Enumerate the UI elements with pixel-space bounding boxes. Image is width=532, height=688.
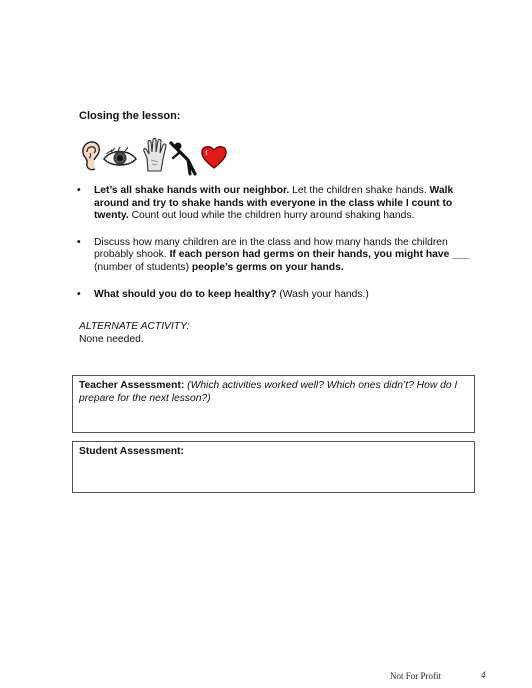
alternate-activity-title: ALTERNATE ACTIVITY:	[79, 321, 190, 332]
text-run: Discuss how many children are in the class and how many hands the children probably shook.	[94, 236, 448, 261]
bullet-item	[77, 289, 477, 302]
text-run: Let’s all shake hands with our neighbor.	[94, 185, 290, 196]
text-run: If each person had germs on their hands, you might have ___	[169, 249, 470, 261]
text-run: Let the children shake hands.	[289, 185, 430, 196]
text-run: Count out loud while the children hurry around shaking hands.	[128, 210, 415, 222]
text-run: What should you do to keep healthy?	[94, 288, 277, 300]
closing-heading: Closing the lesson:	[79, 110, 181, 122]
footer-text: Not For Profit	[390, 671, 442, 681]
bullet-text	[94, 289, 369, 300]
text-run: people’s germs on your hands.	[191, 261, 344, 273]
student-assessment-box[interactable]	[72, 441, 475, 493]
teacher-assessment-prompt: (Which activities worked well? Which ones didn’t? How do I prepare for the next lesson?)	[79, 380, 458, 404]
heart-icon	[200, 144, 228, 170]
bullet-symbol: •	[77, 236, 81, 248]
bullet-symbol: •	[77, 185, 81, 196]
ear-icon	[78, 140, 102, 174]
alternate-activity-body: None needed.	[79, 334, 144, 345]
teacher-assessment-box[interactable]	[72, 375, 475, 433]
lesson-bullets	[77, 185, 477, 315]
bullet-text	[94, 185, 453, 221]
student-assessment-label: Student Assessment:	[79, 446, 184, 457]
text-run: Walk around and try to shake hands with everyone in the class while I count to twenty.	[94, 185, 454, 222]
bullet-text	[94, 237, 469, 273]
text-run: (number of students)	[94, 261, 192, 273]
bullet-item	[77, 185, 477, 223]
bullet-item	[77, 237, 477, 275]
page-number: 4	[481, 670, 486, 680]
hand-icon	[142, 138, 168, 172]
learning-icons	[76, 140, 231, 180]
stretching-figure-icon	[168, 140, 202, 176]
teacher-assessment-label: Teacher Assessment:	[79, 380, 185, 391]
text-run: (Wash your hands.)	[276, 288, 369, 300]
bullet-symbol: •	[77, 288, 81, 300]
eye-icon	[102, 146, 138, 170]
